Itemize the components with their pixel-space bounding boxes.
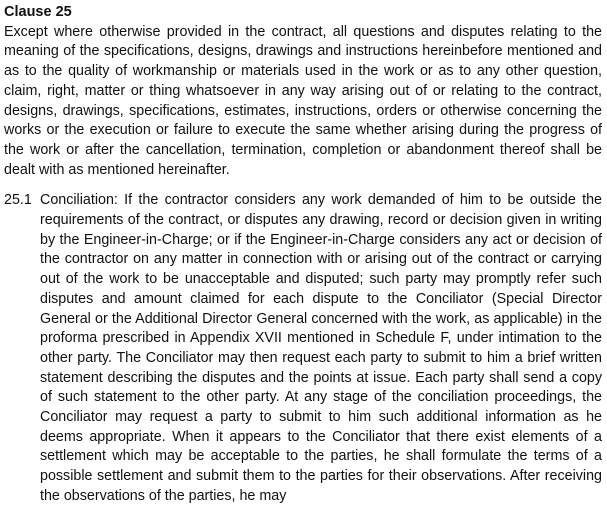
document-page [4, 3, 602, 507]
subclause-25-1 [4, 191, 602, 506]
subclause-text: Conciliation: If the contractor considers any work demanded of him to be outside the requirements of the contract, or disputes any drawing, record or decision given in writing by the Engineer-in-Charge; or if the Engineer-in-Charge considers any act or decision of the contractor on any matter in connection with or arising out of the contract or carrying out of the work to be unacceptable and disputed; such party may promptly refer such disputes and amount claimed for each dispute to the Conciliator (Special Director General or the Additional Director General concerned with the work, as applicable) in the proforma prescribed in Appendix XVII mentioned in Schedule F, under intimation to the other party. The Conciliator may then request each party to submit to him a brief written statement describing the disputes and the points at issue. Each party shall send a copy of such statement to the other party. At any stage of the conciliation proceedings, the Conciliator may request a party to submit to him such additional information as he deems appropriate. When it appears to the Conciliator that there exist elements of a settlement which may be acceptable to the parties, he shall formulate the terms of a possible settlement and submit them to the parties for their observations. After receiving the observations of the parties, he may [40, 192, 602, 504]
clause-intro-paragraph: Except where otherwise provided in the contract, all questions and disputes relating to the meaning of the specifications, designs, drawings and instructions hereinbefore mentioned and as to the quality of workmanship or materials used in the work or as to any other question, claim, right, matter or thing whatsoever in any way arising out of or relating to the contract, designs, drawings, specifications, estimates, instructions, orders or otherwise concerning the works or the execution or failure to execute the same whether arising during the progress of the work or after the cancellation, termination, completion or abandonment thereof shall be dealt with as mentioned hereinafter. [4, 23, 602, 178]
subclause-number: 25.1 [4, 192, 32, 209]
clause-title: Clause 25 [4, 4, 72, 20]
